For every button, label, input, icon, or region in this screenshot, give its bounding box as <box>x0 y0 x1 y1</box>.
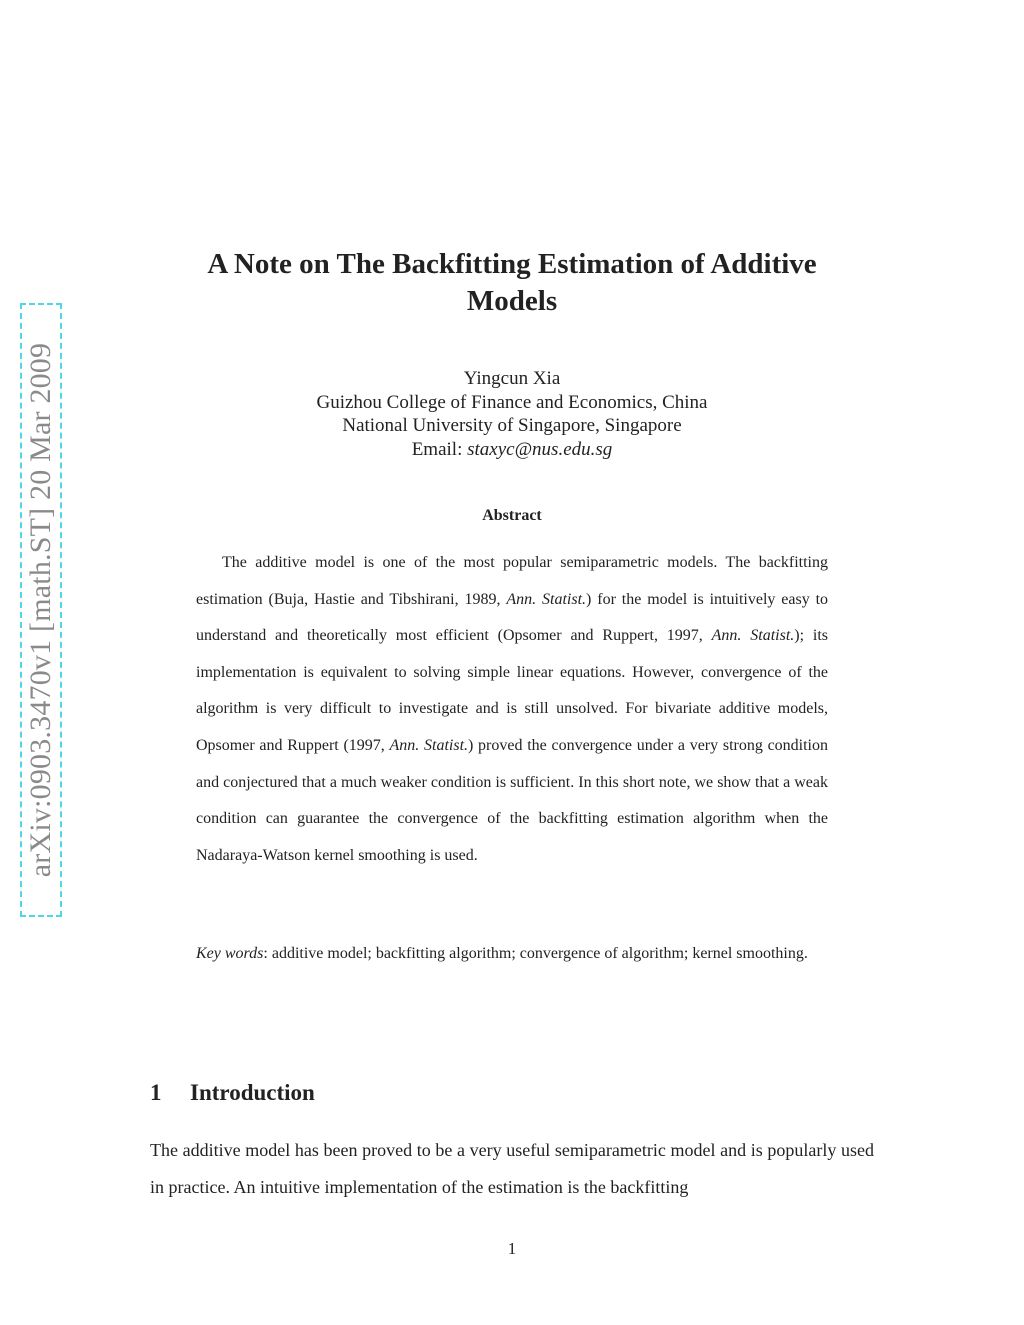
abstract-part-3: ); its implementation is equivalent to solving simple linear equations. However, convergence of the algorithm is very difficult to investigate and is still unsolved. For bivariate additive models, Opsomer and Ruppert (1997, <box>196 627 829 754</box>
email-address: staxyc@nus.edu.sg <box>467 438 613 460</box>
abstract-text <box>196 545 828 874</box>
title-line-1: A Note on The Backfitting Estimation of Additive <box>207 248 817 280</box>
email-line <box>150 438 874 462</box>
arxiv-stamp: arXiv:0903.3470v1 [math.ST] 20 Mar 2009 <box>24 342 57 878</box>
abstract-part-4: ) proved the convergence under a very strong condition and conjectured that a much weaker condition is sufficient. In this short note, we show that a weak condition can guarantee the convergence of the backfitting estimation algorithm when the Nadaraya-Watson kernel smoothing is used. <box>196 736 829 864</box>
journal-citation-1: Ann. Statist. <box>506 590 587 608</box>
title-line-2: Models <box>466 285 558 317</box>
keywords-text: : additive model; backfitting algorithm; convergence of algorithm; kernel smoothing. <box>263 945 808 962</box>
author-block <box>150 367 874 461</box>
intro-paragraph: The additive model has been proved to be a very useful semiparametric model and is popularly used in practice. An intuitive implementation of the estimation is the backfitting <box>150 1140 874 1197</box>
page-number: 1 <box>507 1239 517 1258</box>
keywords <box>196 936 828 973</box>
paper-title <box>150 246 874 320</box>
section-title: Introduction <box>190 1080 315 1105</box>
section-number: 1 <box>150 1080 162 1105</box>
affiliation-1: Guizhou College of Finance and Economics, China <box>316 391 708 413</box>
abstract-part-1: The additive model is one of the most popular semiparametric models. The backfitting estimation (Buja, Hastie and Tibshirani, 1989, <box>196 554 828 608</box>
affiliation-2: National University of Singapore, Singapore <box>342 415 682 436</box>
journal-citation-2: Ann. Statist. <box>711 627 795 645</box>
abstract-heading: Abstract <box>482 507 542 524</box>
email-label: Email: <box>411 438 463 460</box>
section-heading <box>150 1078 315 1108</box>
journal-citation-3: Ann. Statist. <box>389 736 469 754</box>
author-name: Yingcun Xia <box>463 368 561 389</box>
abstract-part-2: ) for the model is intuitively easy to understand and theoretically most efficient (Opsomer and Ruppert, 1997, <box>196 590 829 645</box>
keywords-label: Key words <box>196 945 264 962</box>
